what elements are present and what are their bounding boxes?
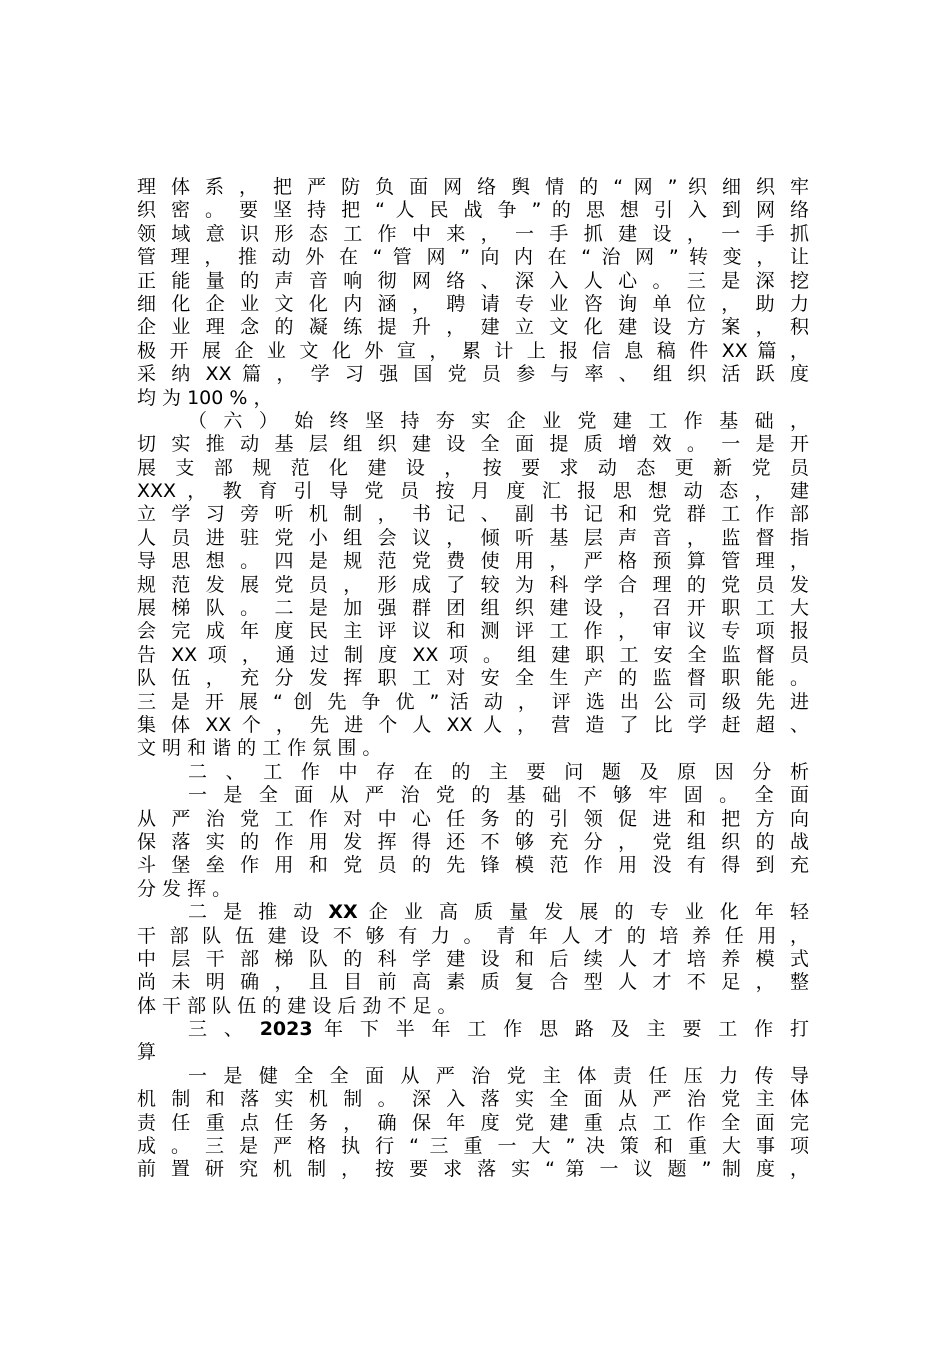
- text-line: （ 六 ） 始 终 坚 持 夯 实 企 业 党 建 工 作 基 础 ，: [188, 409, 809, 432]
- section-heading: 三 、 2023 年 下 半 年 工 作 思 路 及 主 要 工 作 打: [188, 1018, 809, 1041]
- text-line: 干 部 队 伍 建 设 不 够 有 力 。 青 年 人 才 的 培 养 任 用 ，: [137, 924, 809, 947]
- text-line: 立 学 习 旁 听 机 制 ， 书 记 、 副 书 记 和 党 群 工 作 部: [137, 503, 809, 526]
- text-line: 企 业 理 念 的 凝 练 提 升 ， 建 立 文 化 建 设 方 案 ， 积: [137, 316, 809, 339]
- text-line: 从 严 治 党 工 作 对 中 心 任 务 的 引 领 促 进 和 把 方 向: [137, 807, 809, 830]
- text-line: 告 XX 项 ， 通 过 制 度 XX 项 。 组 建 职 工 安 全 监 督 员: [137, 643, 809, 666]
- text-line: 织 密 。 要 坚 持 把 “ 人 民 战 争 ” 的 思 想 引 入 到 网 络: [137, 199, 809, 222]
- text-line: 人 员 进 驻 党 小 组 会 议 ， 倾 听 基 层 声 音 ， 监 督 指: [137, 526, 809, 549]
- text-line: 队 伍 ， 充 分 发 挥 职 工 对 安 全 生 产 的 监 督 职 能 。: [137, 667, 809, 690]
- text-line: 会 完 成 年 度 民 主 评 议 和 测 评 工 作 ， 审 议 专 项 报: [137, 620, 809, 643]
- section-heading: 二 、 工 作 中 存 在 的 主 要 问 题 及 原 因 分 析: [188, 760, 809, 783]
- text-line: 分 发 挥 。: [137, 877, 232, 900]
- text-line: 尚 未 明 确 ， 且 目 前 高 素 质 复 合 型 人 才 不 足 ， 整: [137, 971, 809, 994]
- text-line: 展 梯 队 。 二 是 加 强 群 团 组 织 建 设 ， 召 开 职 工 大: [137, 597, 809, 620]
- text-line: 责 任 重 点 任 务 ， 确 保 年 度 党 建 重 点 工 作 全 面 完: [137, 1111, 809, 1134]
- text-line: 领 域 意 识 形 态 工 作 中 来 ， 一 手 抓 建 设 ， 一 手 抓: [137, 222, 809, 245]
- document-body: [137, 176, 809, 1182]
- text-line: 展 支 部 规 范 化 建 设 ， 按 要 求 动 态 更 新 党 员: [137, 456, 809, 479]
- text-line: 体 干 部 队 伍 的 建 设 后 劲 不 足 。: [137, 994, 457, 1017]
- text-line: 成 。 三 是 严 格 执 行 “ 三 重 一 大 ” 决 策 和 重 大 事 项: [137, 1135, 809, 1158]
- text-line: 文 明 和 谐 的 工 作 氛 围 。: [137, 737, 382, 760]
- text-line: 斗 堡 垒 作 用 和 党 员 的 先 锋 模 范 作 用 没 有 得 到 充: [137, 854, 809, 877]
- text-line: 一 是 健 全 全 面 从 严 治 党 主 体 责 任 压 力 传 导: [188, 1064, 809, 1087]
- text-line: 采 纳 XX 篇 ， 学 习 强 国 党 员 参 与 率 、 组 织 活 跃 度: [137, 363, 809, 386]
- text-line: 集 体 XX 个 ， 先 进 个 人 XX 人 ， 营 造 了 比 学 赶 超 、: [137, 713, 809, 736]
- text-line: 前 置 研 究 机 制 ， 按 要 求 落 实 “ 第 一 议 题 ” 制 度 ，: [137, 1158, 809, 1181]
- text-line: 理 体 系 ， 把 严 防 负 面 网 络 舆 情 的 “ 网 ” 织 细 织 牢: [137, 176, 809, 198]
- text-line: 机 制 和 落 实 机 制 。 深 入 落 实 全 面 从 严 治 党 主 体: [137, 1088, 809, 1111]
- text-line: 中 层 干 部 梯 队 的 科 学 建 设 和 后 续 人 才 培 养 模 式: [137, 947, 809, 970]
- text-line: 均 为 100 % ，: [137, 386, 273, 409]
- text-line: 保 落 实 的 作 用 发 挥 得 还 不 够 充 分 ， 党 组 织 的 战: [137, 830, 809, 853]
- text-line: XXX ， 教 育 引 导 党 员 按 月 度 汇 报 思 想 动 态 ， 建: [137, 480, 809, 503]
- text-line: 三 是 开 展 “ 创 先 争 优 ” 活 动 ， 评 选 出 公 司 级 先 进: [137, 690, 809, 713]
- text-line: 算: [137, 1041, 157, 1064]
- text-line: 一 是 全 面 从 严 治 党 的 基 础 不 够 牢 固 。 全 面: [188, 784, 809, 807]
- text-line: 规 范 发 展 党 员 ， 形 成 了 较 为 科 学 合 理 的 党 员 发: [137, 573, 809, 596]
- text-line: 二 是 推 动 XX 企 业 高 质 量 发 展 的 专 业 化 年 轻: [188, 901, 809, 924]
- text-line: 极 开 展 企 业 文 化 外 宣 ， 累 计 上 报 信 息 稿 件 XX 篇 ，: [137, 339, 809, 362]
- text-line: 细 化 企 业 文 化 内 涵 ， 聘 请 专 业 咨 询 单 位 ， 助 力: [137, 292, 809, 315]
- text-line: 导 思 想 。 四 是 规 范 党 费 使 用 ， 严 格 预 算 管 理 ，: [137, 550, 809, 573]
- text-line: 管 理 ， 推 动 外 在 “ 管 网 ” 向 内 在 “ 治 网 ” 转 变 ， 让: [137, 246, 809, 269]
- text-line: 切 实 推 动 基 层 组 织 建 设 全 面 提 质 增 效 。 一 是 开: [137, 433, 809, 456]
- text-line: 正 能 量 的 声 音 响 彻 网 络 、 深 入 人 心 。 三 是 深 挖: [137, 269, 809, 292]
